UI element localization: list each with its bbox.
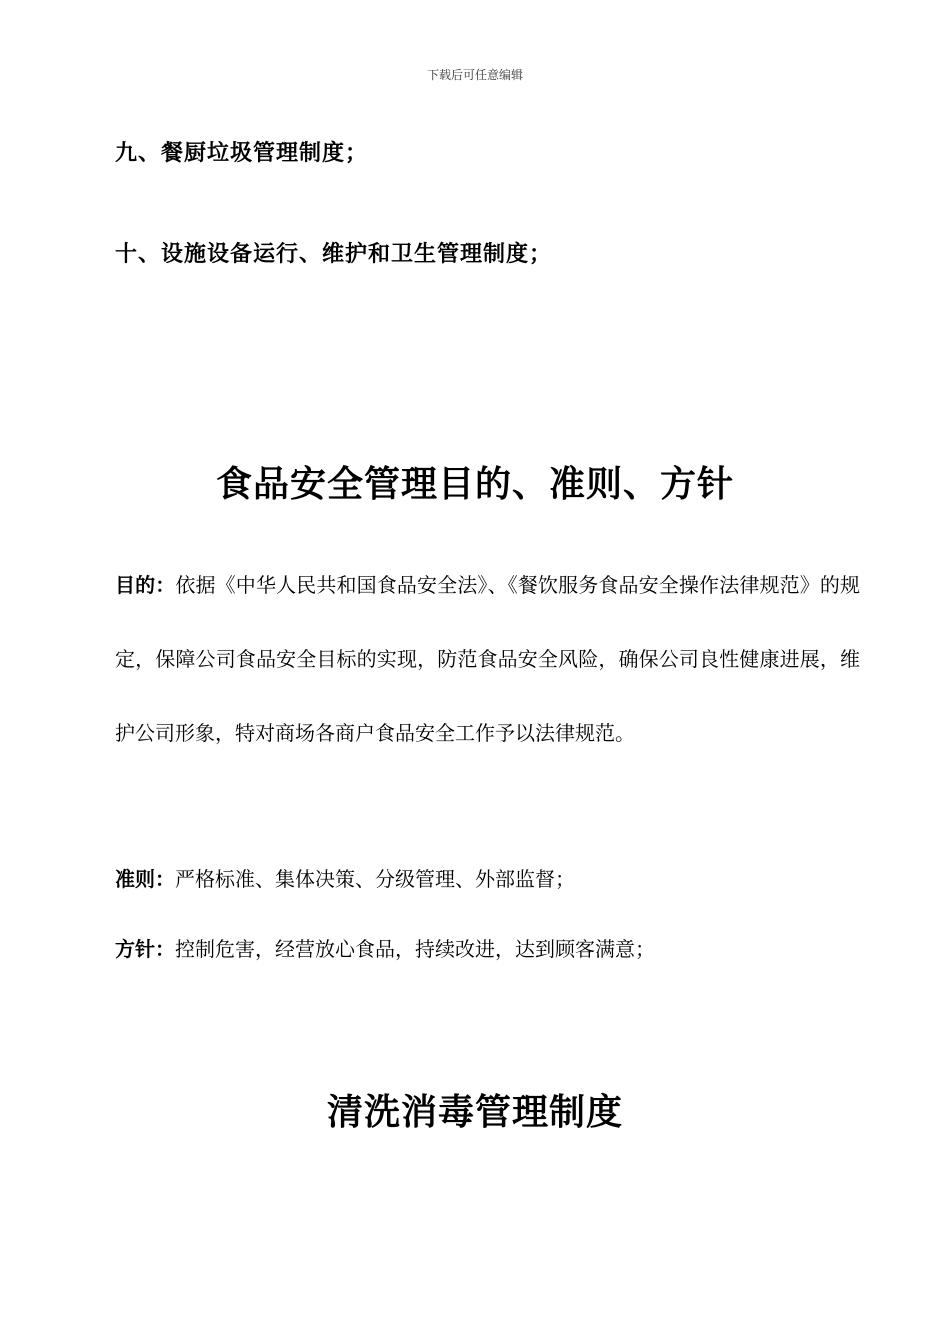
purpose-paragraph <box>115 548 860 770</box>
purpose-label: 目的： <box>115 573 176 597</box>
page-header-note: 下载后可任意编辑 <box>426 68 523 82</box>
policy-text: 控制危害，经营放心食品，持续改进，达到顾客满意； <box>175 937 655 961</box>
principle-paragraph <box>115 842 860 916</box>
policy-paragraph <box>115 912 860 986</box>
section-title-food-safety: 食品安全管理目的、准则、方针 <box>215 464 734 505</box>
list-item-nine: 九、餐厨垃圾管理制度； <box>115 141 369 166</box>
policy-label: 方针： <box>115 937 175 961</box>
purpose-text: 依据《中华人民共和国食品安全法》、《餐饮服务食品安全操作法律规范》的规定，保障公司食品安全目标的实现，防范食品安全风险，确保公司良性健康进展，维护公司形象，特对商场各商户食品安全工作予以法律规范。 <box>115 573 861 745</box>
list-item-ten: 十、设施设备运行、维护和卫生管理制度； <box>115 242 553 267</box>
principle-text: 严格标准、集体决策、分级管理、外部监督； <box>175 867 575 891</box>
section-title-cleaning: 清洗消毒管理制度 <box>326 1092 623 1133</box>
principle-label: 准则： <box>115 867 175 891</box>
